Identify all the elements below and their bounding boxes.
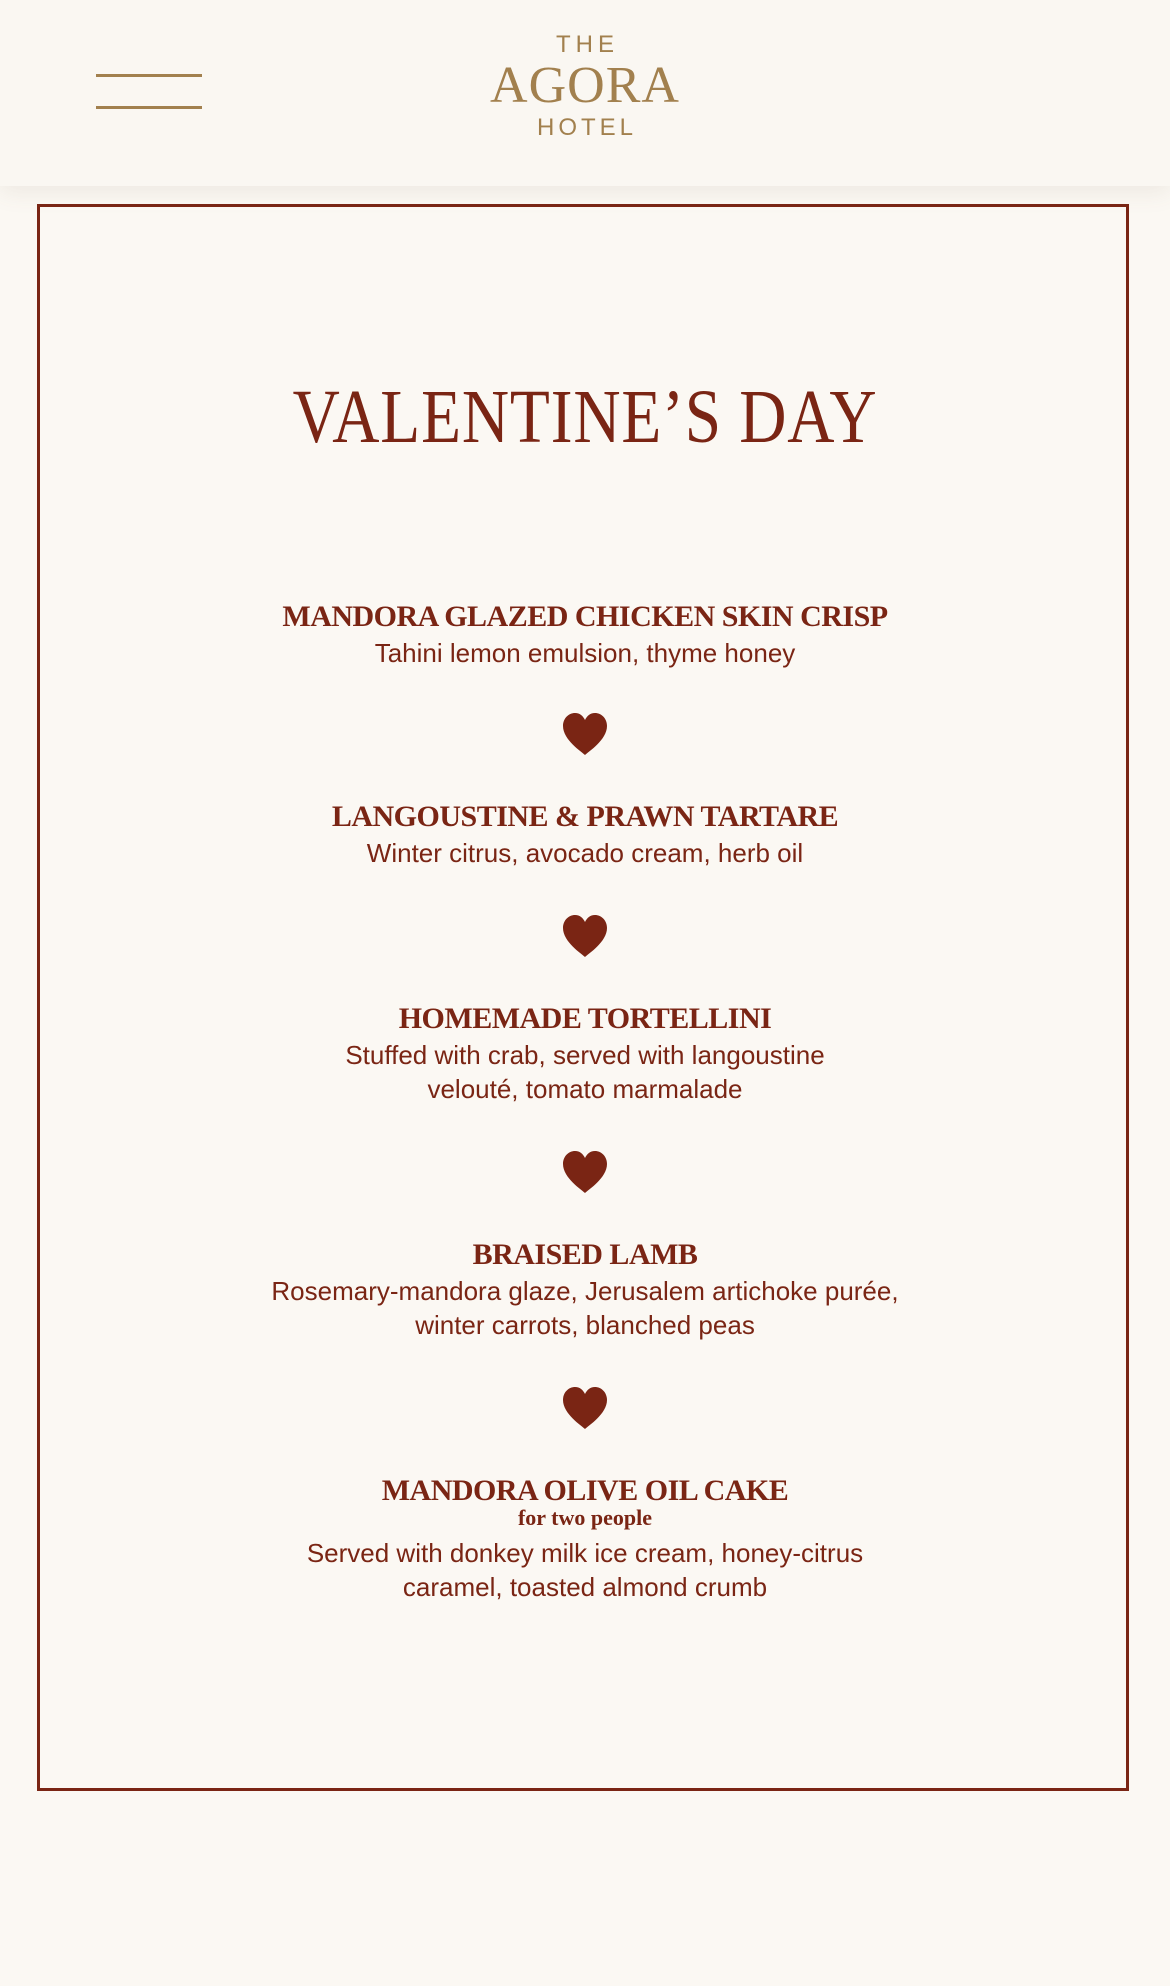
menu-item-description: Stuffed with crab, served with langoustine velouté, tomato marmalade — [345, 1040, 825, 1104]
logo-line-hotel: HOTEL — [536, 114, 637, 141]
hotel-logo[interactable] — [435, 30, 735, 144]
heart-icon — [561, 1150, 609, 1194]
logo-line-agora: AGORA — [490, 57, 680, 114]
menu-item-name: MANDORA GLAZED CHICKEN SKIN CRISP — [282, 600, 888, 633]
heart-icon — [561, 712, 609, 756]
menu-item-description: Served with donkey milk ice cream, honey-citrus caramel, toasted almond crumb — [306, 1538, 864, 1602]
menu-title: VALENTINE’S DAY — [292, 375, 878, 459]
menu-item-description: Tahini lemon emulsion, thyme honey — [374, 638, 796, 668]
menu-bar-bottom — [96, 106, 202, 109]
site-header — [0, 0, 1170, 186]
menu-item — [0, 1472, 1170, 1604]
logo-line-the: THE — [556, 31, 619, 58]
menu-item — [0, 1236, 1170, 1342]
menu-item-name: MANDORA OLIVE OIL CAKE — [381, 1474, 789, 1507]
menu-bar-top — [96, 74, 202, 77]
menu-item-subtitle: for two people — [517, 1505, 653, 1530]
menu-item — [0, 798, 1170, 870]
menu-item-name: BRAISED LAMB — [472, 1238, 698, 1271]
heart-icon — [561, 914, 609, 958]
menu-item-name: HOMEMADE TORTELLINI — [398, 1002, 772, 1035]
hamburger-menu-icon[interactable] — [96, 72, 202, 112]
menu-item-description: Rosemary-mandora glaze, Jerusalem artichoke purée, winter carrots, blanched peas — [271, 1276, 899, 1340]
menu-item-description: Winter citrus, avocado cream, herb oil — [366, 838, 804, 868]
menu-item-name: LANGOUSTINE & PRAWN TARTARE — [331, 800, 839, 833]
heart-icon — [561, 1386, 609, 1430]
menu-item — [0, 598, 1170, 670]
menu-item — [0, 1000, 1170, 1106]
